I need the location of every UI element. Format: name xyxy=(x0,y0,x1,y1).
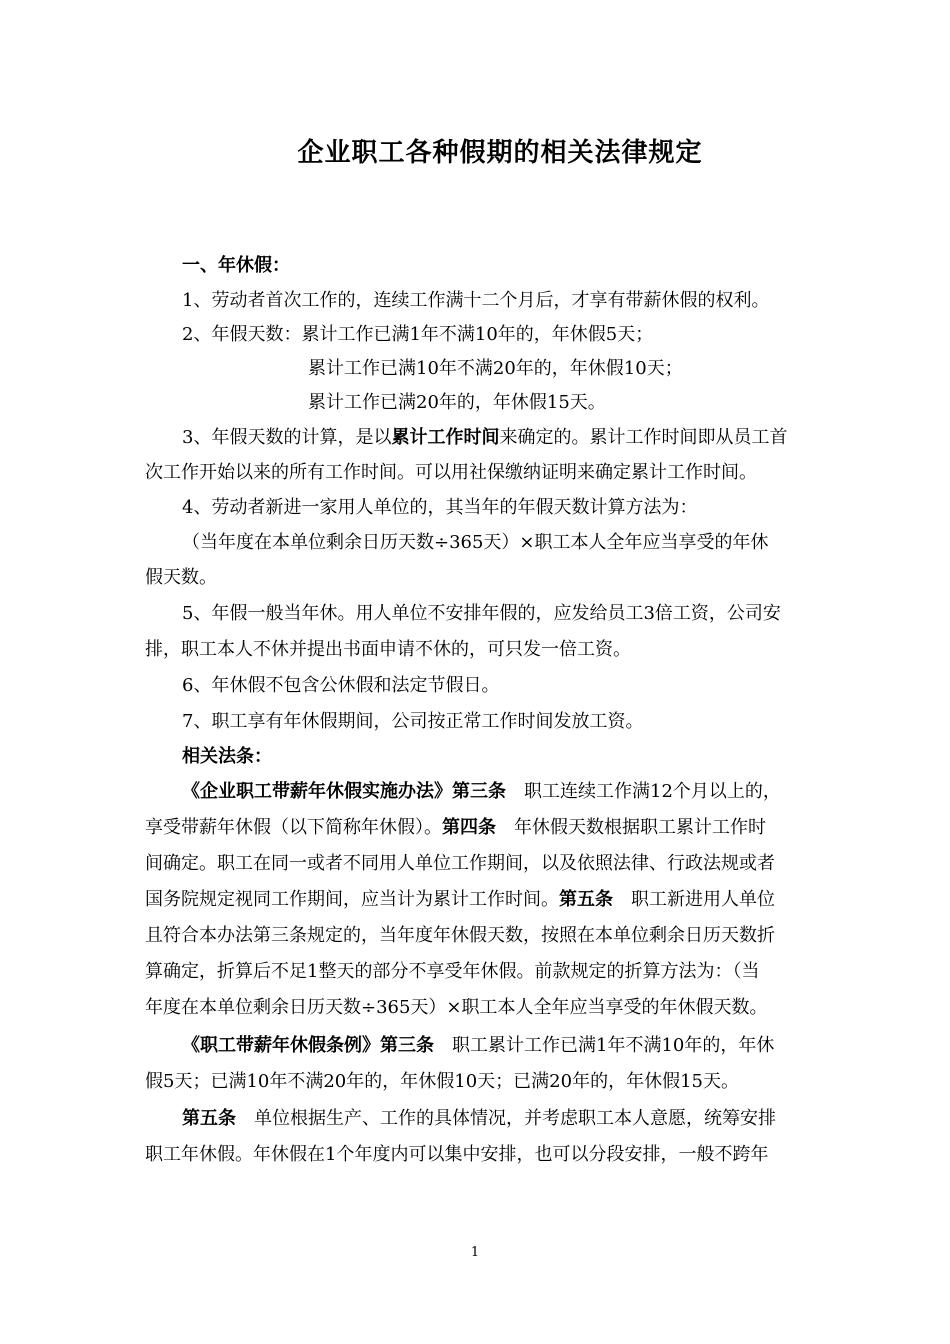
paragraph-3-bold: 累计工作时间 xyxy=(391,427,500,448)
law-3-article-5: 第五条 xyxy=(182,1108,236,1129)
page-title: 企业职工各种假期的相关法律规定 xyxy=(297,138,703,168)
law-1-article-5: 第五条 xyxy=(559,889,613,910)
paragraph-2-line-3: 累计工作已满20年的，年休假15天。 xyxy=(308,392,606,413)
paragraph-5: 5、年假一般当年休。用人单位不安排年假的，应发给员工3倍工资，公司安 xyxy=(182,603,781,624)
section-heading-annual-leave: 一、年休假： xyxy=(182,255,290,276)
law-1-line-1 xyxy=(182,774,781,810)
paragraph-2-line-2: 累计工作已满10年不满20年的，年休假10天； xyxy=(308,358,683,379)
paragraph-3-text-a: 3、年假天数的计算，是以 xyxy=(182,427,392,448)
law-1-text-d1: 国务院规定视同工作期间，应当计为累计工作时间。 xyxy=(145,889,559,910)
law-2-line-1 xyxy=(182,1028,774,1064)
paragraph-1: 1、劳动者首次工作的，连续工作满十二个月后，才享有带薪休假的权利。 xyxy=(182,290,770,311)
paragraph-3 xyxy=(182,420,787,456)
page-number: 1 xyxy=(470,1245,480,1260)
law-1-line-3: 间确定。职工在同一或者不同用人单位工作期间，以及依照法律、行政法规或者 xyxy=(145,853,775,874)
law-1-article-4: 第四条 xyxy=(442,817,496,838)
paragraph-4-formula: （当年度在本单位剩余日历天数÷365天）×职工本人全年应当享受的年休 xyxy=(182,532,769,553)
law-1-text-b1: 享受带薪年休假（以下简称年休假）。 xyxy=(145,817,442,838)
paragraph-5-line-2: 排，职工本人不休并提出书面申请不休的，可只发一倍工资。 xyxy=(145,639,631,660)
law-2-title: 《职工带薪年休假条例》第三条 xyxy=(182,1035,434,1056)
paragraph-4-formula-end: 假天数。 xyxy=(145,567,217,588)
paragraph-2: 2、年假天数：累计工作已满1年不满10年的，年休假5天； xyxy=(182,324,654,345)
law-1-line-5: 且符合本办法第三条规定的，当年度年休假天数，按照在本单位剩余日历天数折 xyxy=(145,925,775,946)
law-3-line-1 xyxy=(182,1101,776,1137)
law-1-line-4 xyxy=(145,882,775,918)
law-1-line-7: 年度在本单位剩余日历天数÷365天）×职工本人全年应当享受的年休假天数。 xyxy=(145,997,768,1018)
law-2-line-2: 假5天；已满10年不满20年的，年休假10天；已满20年的，年休假15天。 xyxy=(145,1071,739,1092)
law-1-text-a: 职工连续工作满12个月以上的， xyxy=(506,781,781,802)
paragraph-3-line-2: 次工作开始以来的所有工作时间。可以用社保缴纳证明来确定累计工作时间。 xyxy=(145,462,757,483)
paragraph-7: 7、职工享有年休假期间，公司按正常工作时间发放工资。 xyxy=(182,711,644,732)
law-1-title: 《企业职工带薪年休假实施办法》第三条 xyxy=(182,781,506,802)
law-3-line-2: 职工年休假。年休假在1个年度内可以集中安排，也可以分段安排，一般不跨年 xyxy=(145,1144,769,1165)
paragraph-3-text-b: 来确定的。累计工作时间即从员工首 xyxy=(499,427,788,448)
law-1-text-d2: 职工新进用人单位 xyxy=(613,889,775,910)
law-2-text-a: 职工累计工作已满1年不满10年的，年休 xyxy=(434,1035,775,1056)
paragraph-4: 4、劳动者新进一家用人单位的，其当年的年假天数计算方法为： xyxy=(182,497,698,518)
law-3-text-a: 单位根据生产、工作的具体情况，并考虑职工本人意愿，统筹安排 xyxy=(236,1108,776,1129)
paragraph-6: 6、年休假不包含公休假和法定节假日。 xyxy=(182,675,500,696)
related-laws-heading: 相关法条： xyxy=(182,746,272,767)
law-1-line-6: 算确定，折算后不足1整天的部分不享受年休假。前款规定的折算方法为：（当 xyxy=(145,961,760,982)
law-1-line-2 xyxy=(145,810,766,846)
law-1-text-b2: 年休假天数根据职工累计工作时 xyxy=(496,817,766,838)
